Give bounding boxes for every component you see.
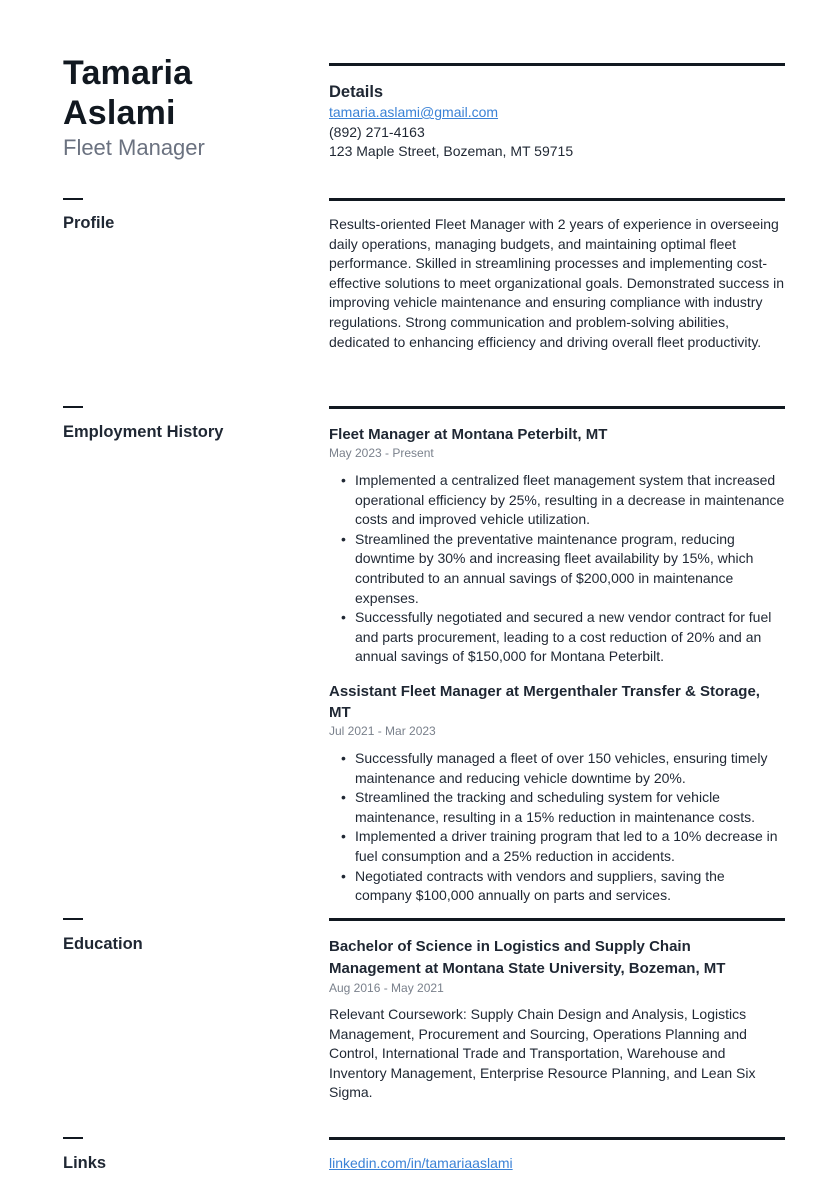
section-divider <box>329 918 785 921</box>
profile-heading: Profile <box>63 214 115 232</box>
details-section <box>329 81 785 162</box>
section-marker <box>63 1137 83 1139</box>
address-text: 123 Maple Street, Bozeman, MT 59715 <box>329 143 574 160</box>
job-title-heading: Assistant Fleet Manager at Mergenthaler Transfer & Storage, MT <box>329 683 760 721</box>
education-heading: Education <box>63 935 143 953</box>
job-bullets <box>329 749 785 906</box>
section-divider <box>329 198 785 201</box>
section-marker <box>63 918 83 920</box>
list-item: • Streamlined the tracking and scheduling system for vehicle maintenance, resulting in a 15% reduction in maintenance costs. <box>355 788 785 827</box>
section-divider <box>329 63 785 66</box>
list-item: • Successfully managed a fleet of over 150 vehicles, ensuring timely maintenance and reducing vehicle downtime by 20%. <box>355 749 785 788</box>
list-item: • Successfully negotiated and secured a new vendor contract for fuel and parts procurement, leading to a cost reduction of 20% and an annual savings of $150,000 for Montana Peterbilt. <box>355 608 785 667</box>
job-bullets <box>329 471 785 667</box>
links-heading: Links <box>63 1154 107 1172</box>
list-item: • Implemented a driver training program that led to a 10% decrease in fuel consumption and a 25% reduction in accidents. <box>355 827 785 866</box>
list-item: • Streamlined the preventative maintenance program, reducing downtime by 30% and increasing fleet availability by 15%, which contributed to an annual savings of $200,000 in maintenance expenses. <box>355 530 785 608</box>
employment-heading: Employment History <box>63 423 224 441</box>
degree-heading: Bachelor of Science in Logistics and Supply Chain Management at Montana State University, Bozeman, MT <box>329 938 726 977</box>
job-title: Fleet Manager <box>63 135 205 160</box>
job-dates: May 2023 - Present <box>329 446 434 460</box>
last-name: Aslami <box>63 94 176 132</box>
profile-text: Results-oriented Fleet Manager with 2 years of experience in overseeing daily operations, managing budgets, and maintaining optimal fleet performance. Skilled in streamlining processes and implementing cost-effective solutions to meet organizational goals. Demonstrated success in improving vehicle maintenance and ensuring compliance with industry regulations. Strong communication and problem-solving abilities, dedicated to enhancing efficiency and driving overall fleet productivity. <box>329 216 784 350</box>
education-entry <box>329 936 785 1103</box>
job-title-heading: Fleet Manager at Montana Peterbilt, MT <box>329 426 608 443</box>
job-entry <box>329 424 785 667</box>
email-link[interactable]: tamaria.aslami@gmail.com <box>329 104 499 120</box>
coursework-text: Relevant Coursework: Supply Chain Design and Analysis, Logistics Management, Procurement and Sourcing, Operations Planning and Control, International Trade and Transportation, Warehouse and Inventory Management, Enterprise Resource Planning, and Lean Six Sigma. <box>329 1006 756 1101</box>
job-entry <box>329 681 785 906</box>
section-marker <box>63 198 83 200</box>
list-item: • Implemented a centralized fleet management system that increased operational efficiency by 25%, resulting in a decrease in maintenance costs and improved vehicle utilization. <box>355 471 785 530</box>
section-divider <box>329 406 785 409</box>
details-heading: Details <box>329 83 384 101</box>
linkedin-link[interactable]: linkedin.com/in/tamariaaslami <box>329 1155 513 1171</box>
section-divider <box>329 1137 785 1140</box>
section-marker <box>63 406 83 408</box>
phone-text: (892) 271-4163 <box>329 123 425 140</box>
education-dates: Aug 2016 - May 2021 <box>329 981 444 995</box>
first-name: Tamaria <box>63 54 193 92</box>
name-heading <box>63 53 303 133</box>
job-dates: Jul 2021 - Mar 2023 <box>329 724 436 738</box>
list-item: • Negotiated contracts with vendors and suppliers, saving the company $100,000 annually on parts and services. <box>355 867 785 906</box>
